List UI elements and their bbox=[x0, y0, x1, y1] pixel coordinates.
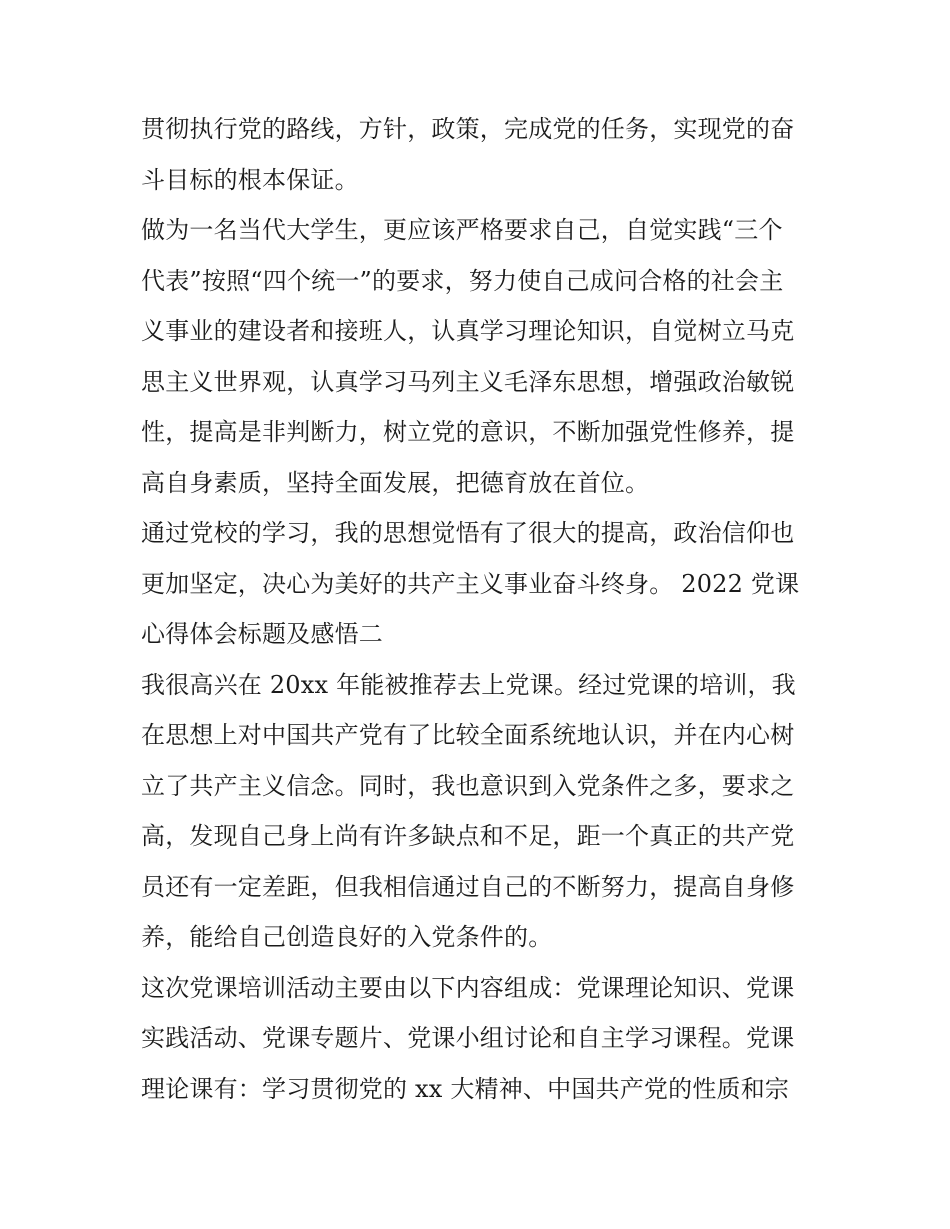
text-line: 更加坚定，决心为美好的共产主义事业奋斗终身。 2022 党课 bbox=[141, 569, 800, 598]
text-line: 高自身素质，坚持全面发展，把德育放在首位。 bbox=[141, 468, 650, 497]
document-body bbox=[141, 104, 821, 1114]
text-line: 立了共产主义信念。同时，我也意识到入党条件之多，要求之 bbox=[141, 771, 795, 800]
text-line: 代表”按照“四个统一”的要求，努力使自己成问合格的社会主 bbox=[141, 266, 784, 295]
text-line: 贯彻执行党的路线，方针，政策，完成党的任务，实现党的奋 bbox=[141, 115, 795, 143]
text-line: 理论课有：学习贯彻党的 xx 大精神、中国共产党的性质和宗 bbox=[141, 1074, 790, 1103]
text-line: 养，能给自己创造良好的入党条件的。 bbox=[141, 923, 553, 951]
text-line: 斗目标的根本保证。 bbox=[141, 165, 359, 194]
text-line: 通过党校的学习，我的思想觉悟有了很大的提高，政治信仰也 bbox=[141, 519, 795, 547]
text-line: 我很高兴在 20xx 年能被推荐去上党课。经过党课的培训，我 bbox=[141, 670, 796, 699]
text-line: 实践活动、党课专题片、党课小组讨论和自主学习课程。党课 bbox=[141, 1024, 795, 1052]
text-line: 义事业的建设者和接班人，认真学习理论知识，自觉树立马克 bbox=[141, 317, 795, 345]
text-line: 做为一名当代大学生，更应该严格要求自己，自觉实践“三个 bbox=[141, 216, 783, 244]
text-line: 心得体会标题及感悟二 bbox=[141, 620, 383, 648]
text-line: 在思想上对中国共产党有了比较全面系统地认识，并在内心树 bbox=[141, 721, 795, 749]
text-line: 性，提高是非判断力，树立党的意识，不断加强党性修养，提 bbox=[141, 418, 795, 446]
text-line: 这次党课培训活动主要由以下内容组成：党课理论知识、党课 bbox=[141, 973, 795, 1002]
text-line: 高，发现自己身上尚有许多缺点和不足，距一个真正的共产党 bbox=[141, 822, 795, 850]
text-line: 思主义世界观，认真学习马列主义毛泽东思想，增强政治敏锐 bbox=[141, 367, 795, 396]
text-line: 员还有一定差距，但我相信通过自己的不断努力，提高自身修 bbox=[141, 872, 795, 901]
